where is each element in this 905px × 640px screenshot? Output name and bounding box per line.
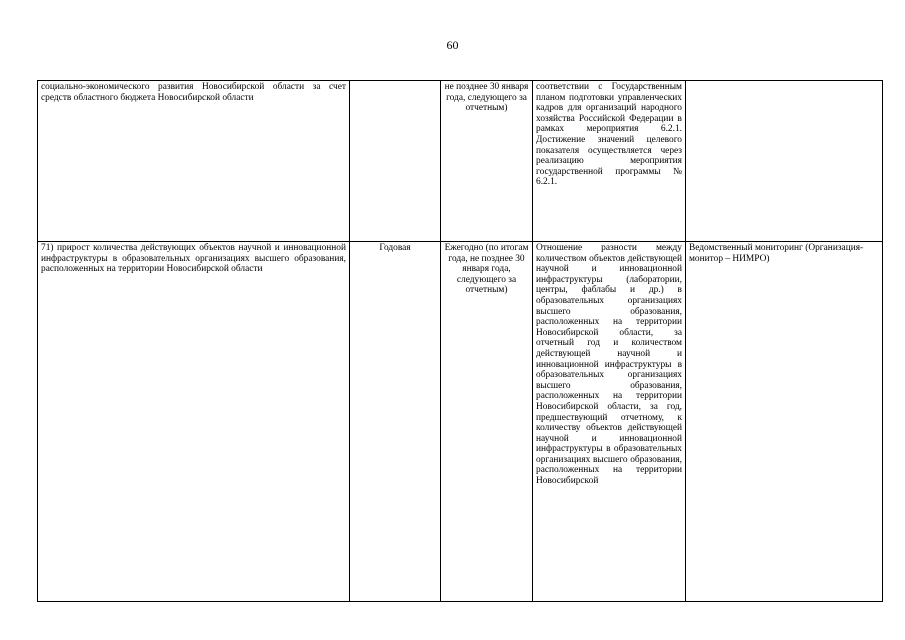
deadline-cell bbox=[441, 242, 533, 602]
methodology-cell bbox=[533, 242, 686, 602]
source-cell bbox=[686, 81, 883, 242]
periodicity-text: Годовая bbox=[379, 243, 411, 253]
source-text: Ведомственный мониторинг (Организация-монитор – НИМРО) bbox=[689, 243, 864, 264]
table-row bbox=[38, 242, 883, 602]
deadline-text: Ежегодно (по итогам года, не позднее 30 января года, следующего за отчетным) bbox=[444, 243, 529, 296]
methodology-cell bbox=[533, 81, 686, 242]
methodology-text: соответствии с Государственным планом подготовки управленческих кадров для организаций народного хозяйства Российской Федерации в рамках мероприятия 6.2.1. Достижение значений целевого показателя осуществляется через реализацию мероприятия государственной программы № 6.2.1. bbox=[536, 82, 682, 188]
source-cell bbox=[686, 242, 883, 602]
indicators-table bbox=[37, 80, 883, 602]
page-number: 60 bbox=[446, 38, 459, 52]
indicator-cell bbox=[38, 242, 350, 602]
table-row bbox=[38, 81, 883, 242]
methodology-text: Отношение разности между количеством объектов действующей научной и инновационной инфраструктуры (лаборатории, центры, фаблабы и др.) в образовательных организациях высшего образования, расположенных на территории Новосибирской области, за отчетный год и количеством действующей научной и инновационной инфраструктуры в образовательных организациях высшего образования, расположенных на территории Новосибирской области, за год, предшествующий отчетному, к количеству объектов действующей научной и инновационной инфраструктуры в образовательных организациях высшего образования, расположенных на территории Новосибирской bbox=[536, 243, 682, 487]
indicator-cell bbox=[38, 81, 350, 242]
periodicity-cell bbox=[350, 81, 441, 242]
periodicity-cell bbox=[350, 242, 441, 602]
deadline-cell bbox=[441, 81, 533, 242]
deadline-text: не позднее 30 января года, следующего за отчетным) bbox=[444, 82, 529, 114]
indicator-text: социально-экономического развития Новосибирской области за счет средств областного бюджета Новосибирской области bbox=[41, 82, 346, 103]
indicator-text: 71) прирост количества действующих объектов научной и инновационной инфраструктуры в образовательных организациях высшего образования, расположенных на территории Новосибирской области bbox=[41, 243, 346, 275]
